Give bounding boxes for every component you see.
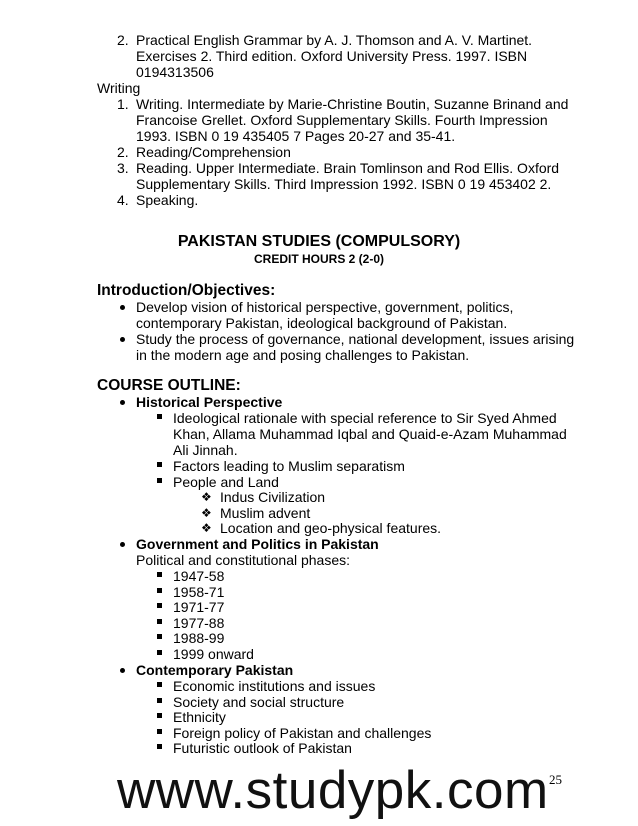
intro-heading: Introduction/Objectives:: [97, 282, 276, 299]
diamond-bullet-icon: ❖: [201, 506, 212, 520]
square-bullet-icon: [157, 713, 162, 718]
list-number: 1.: [117, 96, 129, 112]
sub-item: Indus Civilization: [220, 489, 326, 505]
square-bullet-icon: [157, 572, 162, 577]
square-bullet-icon: [157, 603, 162, 608]
outline-item: Economic institutions and issues: [173, 678, 376, 694]
outline-item-line: Ali Jinnah.: [173, 442, 238, 458]
credit-hours: CREDIT HOURS 2 (2-0): [253, 252, 384, 266]
course-title: PAKISTAN STUDIES (COMPULSORY): [177, 233, 461, 250]
list-item-line: Francoise Grellet. Oxford Supplementary Skills. Fourth Impression: [136, 112, 548, 128]
square-bullet-icon: [157, 462, 162, 467]
outline-item: Factors leading to Muslim separatism: [173, 458, 405, 474]
phase-item: 1977-88: [173, 615, 225, 631]
square-bullet-icon: [157, 619, 162, 624]
list-number: 3.: [117, 160, 129, 176]
list-item-line: Reading/Comprehension: [136, 144, 291, 160]
bullet-icon: [120, 337, 125, 342]
square-bullet-icon: [157, 744, 162, 749]
phase-item: 1947-58: [173, 568, 225, 584]
list-item-line: 0194313506: [136, 64, 214, 80]
square-bullet-icon: [157, 729, 162, 734]
outline-item: Foreign policy of Pakistan and challenges: [173, 725, 432, 741]
list-item-line: Writing. Intermediate by Marie-Christine Boutin, Suzanne Brinand and: [136, 96, 569, 112]
list-number: 2.: [117, 32, 129, 48]
watermark: www.studypk.com: [117, 761, 549, 820]
list-item-line: Practical English Grammar by A. J. Thomson and A. V. Martinet.: [136, 32, 533, 48]
square-bullet-icon: [157, 698, 162, 703]
section-title: Historical Perspective: [136, 394, 283, 410]
section-subtitle: Political and constitutional phases:: [136, 552, 351, 568]
square-bullet-icon: [157, 414, 162, 419]
square-bullet-icon: [157, 682, 162, 687]
bullet-line: Develop vision of historical perspective, government, politics,: [136, 299, 514, 315]
sub-item: Muslim advent: [220, 505, 311, 521]
sub-item: Location and geo-physical features.: [220, 520, 442, 536]
bullet-line: Study the process of governance, national development, issues arising: [136, 331, 575, 347]
diamond-bullet-icon: ❖: [201, 490, 212, 504]
list-item-line: Supplementary Skills. Third Impression 1992. ISBN 0 19 453402 2.: [136, 176, 552, 192]
list-number: 2.: [117, 144, 129, 160]
phase-item: 1971-77: [173, 599, 225, 615]
list-item-line: Reading. Upper Intermediate. Brain Tomlinson and Rod Ellis. Oxford: [136, 160, 560, 176]
square-bullet-icon: [157, 650, 162, 655]
outline-heading: COURSE OUTLINE:: [97, 377, 241, 394]
outline-item: People and Land: [173, 474, 279, 490]
diamond-bullet-icon: ❖: [201, 521, 212, 535]
section-title: Contemporary Pakistan: [136, 662, 294, 678]
square-bullet-icon: [157, 478, 162, 483]
list-item-line: 1993. ISBN 0 19 435405 7 Pages 20-27 and 35-41.: [136, 128, 456, 144]
square-bullet-icon: [157, 588, 162, 593]
bullet-line: contemporary Pakistan, ideological background of Pakistan.: [136, 315, 508, 331]
phase-item: 1988-99: [173, 630, 225, 646]
bullet-line: in the modern age and posing challenges to Pakistan.: [136, 347, 470, 363]
outline-item: Society and social structure: [173, 694, 345, 710]
outline-item: Futuristic outlook of Pakistan: [173, 740, 352, 756]
bullet-icon: [120, 400, 125, 405]
phase-item: 1958-71: [173, 584, 225, 600]
outline-item-line: Khan, Allama Muhammad Iqbal and Quaid-e-Azam Muhammad: [173, 426, 567, 442]
bullet-icon: [120, 542, 125, 547]
bullet-icon: [120, 668, 125, 673]
section-title: Government and Politics in Pakistan: [136, 536, 379, 552]
writing-heading: Writing: [97, 80, 141, 96]
page-number: 25: [549, 772, 562, 787]
outline-item-line: Ideological rationale with special reference to Sir Syed Ahmed: [173, 410, 557, 426]
outline-item: Ethnicity: [173, 709, 226, 725]
bullet-icon: [120, 305, 125, 310]
list-item-line: Speaking.: [136, 192, 199, 208]
phase-item: 1999 onward: [173, 646, 254, 662]
square-bullet-icon: [157, 634, 162, 639]
list-item-line: Exercises 2. Third edition. Oxford University Press. 1997. ISBN: [136, 48, 528, 64]
list-number: 4.: [117, 192, 129, 208]
